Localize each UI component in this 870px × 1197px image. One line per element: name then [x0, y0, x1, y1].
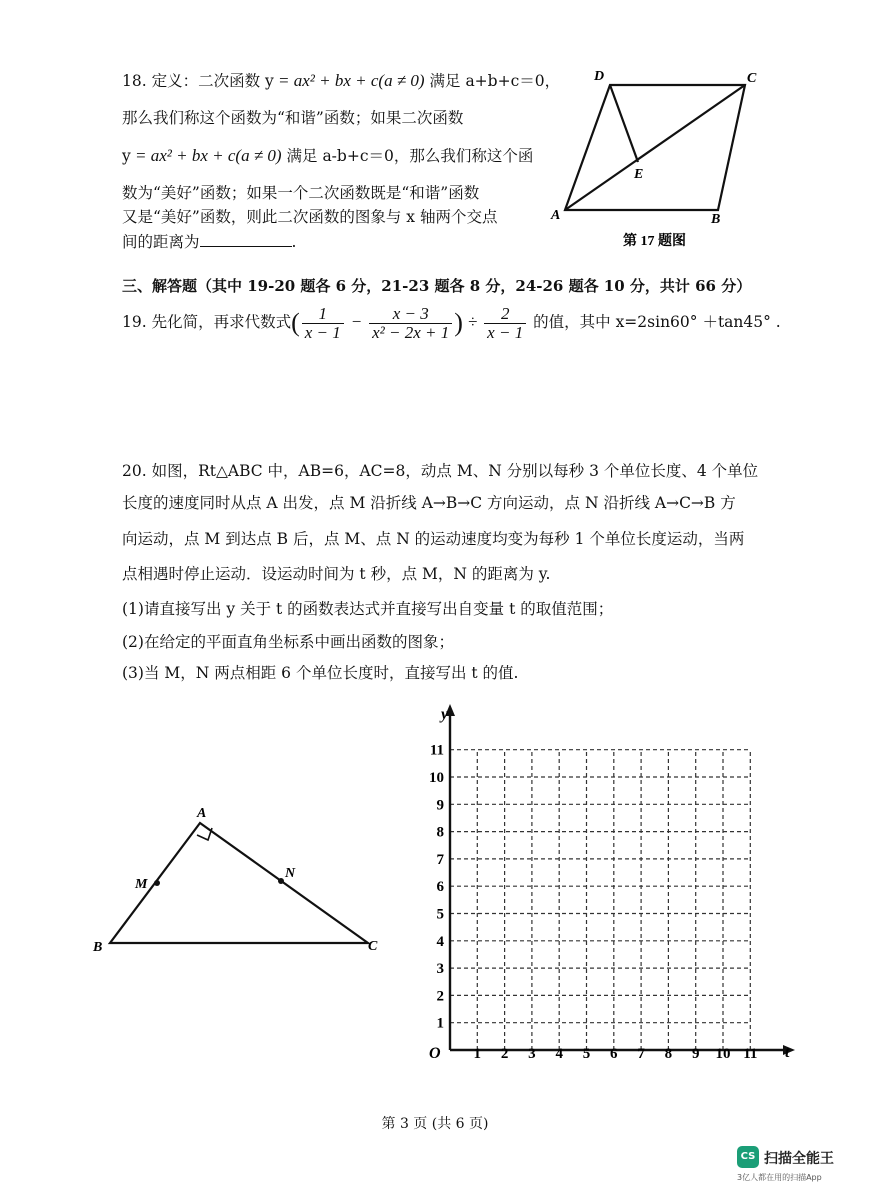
q20-line2: 长度的速度同时从点 A 出发，点 M 沿折线 A→B→C 方向运动，点 N 沿折线 A→C→B 方 [122, 494, 736, 512]
scanner-watermark [737, 1146, 857, 1186]
x-tick-label: 11 [743, 1046, 758, 1062]
x-tick-labels [474, 1046, 758, 1062]
x-tick-label: 4 [555, 1046, 563, 1062]
figure-17 [545, 60, 775, 255]
tri-label-n: N [285, 866, 296, 881]
y-tick-label: 10 [429, 770, 444, 786]
x-tick-label: 5 [582, 1046, 591, 1062]
tri-label-a: A [197, 806, 207, 821]
y-tick-label: 3 [436, 961, 444, 978]
q20-line3: 向运动，点 M 到达点 B 后，点 M、点 N 的运动速度均变为每秒 1 个单位长度运动，当两 [122, 530, 745, 548]
q18-line2: 那么我们称这个函数为“和谐”函数；如果二次函数 [122, 109, 464, 127]
x-tick-label: 8 [664, 1046, 673, 1062]
y-tick-label: 7 [436, 851, 444, 868]
y-tick-label: 4 [436, 933, 444, 950]
y-axis-label: y [441, 706, 449, 723]
q20-line1: 20. 如图，Rt△ABC 中，AB=6，AC=8，动点 M、N 分别以每秒 3 个单位长度、4 个单位 [122, 462, 759, 480]
tri-label-b: B [93, 940, 103, 955]
q18-line6: 间的距离为 . [122, 230, 296, 253]
camscanner-logo-icon: CS [737, 1146, 759, 1168]
fig17-label-b: B [711, 212, 721, 227]
q18-formula-1: = ax² + bx + c(a ≠ 0) [273, 71, 425, 90]
page-footer: 第 3 页 (共 6 页) [381, 1116, 489, 1132]
q20-part3: (3)当 M，N 两点相距 6 个单位长度时，直接写出 t 的值. [122, 664, 519, 682]
tri-label-m: M [135, 877, 148, 892]
q20-line4: 点相遇时停止运动．设运动时间为 t 秒，点 M，N 的距离为 y. [122, 565, 551, 583]
y-tick-label: 2 [436, 988, 444, 1005]
fig17-label-e: E [634, 167, 644, 182]
y-tick-label: 5 [436, 906, 444, 923]
answer-blank [200, 230, 292, 247]
y-tick-label: 1 [436, 1015, 444, 1032]
section-3-heading: 三、解答题（其中 19-20 题各 6 分，21-23 题各 8 分，24-26 题各 10 分，共计 66 分） [122, 277, 752, 295]
q20-part2: (2)在给定的平面直角坐标系中画出函数的图象； [122, 633, 454, 651]
point-n [278, 878, 284, 884]
x-tick-label: 7 [637, 1046, 645, 1062]
diagonal-ac [565, 85, 745, 210]
origin-label: O [429, 1045, 441, 1062]
x-tick-label: 2 [500, 1046, 509, 1062]
q19-fraction-2: $\frac{x - 3}{\text{x² − 2x + 1}}$ [369, 305, 452, 342]
x-tick-label: 9 [691, 1046, 700, 1062]
x-tick-label: 3 [528, 1046, 536, 1062]
grid-lines [450, 750, 750, 1050]
y-tick-label: 9 [436, 797, 444, 814]
y-tick-label: 8 [436, 824, 444, 841]
tri-label-c: C [368, 939, 378, 954]
segment-de [610, 85, 638, 162]
q18-line1: 18. 定义：二次函数 y = ax² + bx + c(a ≠ 0) 满足 a+b+c＝0， [122, 71, 561, 90]
fig17-caption: 第 17 题图 [623, 234, 686, 249]
y-tick-labels [429, 743, 445, 1032]
point-m [154, 880, 160, 886]
x-tick-label: 6 [610, 1046, 618, 1062]
fig17-label-d: D [594, 69, 605, 84]
q18-line3: y = ax² + bx + c(a ≠ 0) 满足 a-b+c＝0，那么我们称这个函 [122, 146, 534, 165]
t-axis-label: t [785, 1044, 790, 1061]
triangle-abc-figure [85, 795, 395, 965]
q18-line5: 又是“美好”函数，则此二次函数的图象与 x 轴两个交点 [122, 208, 498, 226]
q19: 19. 先化简，再求代数式( $\frac{1}{x - 1}$ − $\frac{x - 3}{\text{x² − 2x + 1}}$ ) ÷ $\frac{2}{x - 1}$ 的值，其中 x=2sin60° ＋tan45° . [122, 303, 781, 342]
coordinate-grid [415, 700, 810, 1072]
q19-fraction-3: $\frac{2}{x - 1}$ [484, 305, 526, 342]
q20-part1: (1)请直接写出 y 关于 t 的函数表达式并直接写出自变量 t 的取值范围； [122, 600, 614, 618]
fig17-label-c: C [747, 71, 757, 86]
watermark-name: 扫描全能王 [764, 1151, 834, 1167]
x-tick-label: 10 [715, 1046, 731, 1062]
q18-formula-2: = ax² + bx + c(a ≠ 0) [130, 146, 282, 165]
x-tick-label: 1 [473, 1046, 482, 1062]
triangle-abc [110, 823, 368, 943]
watermark-tagline: 3亿人都在用的扫描App [737, 1173, 822, 1182]
fig17-label-a: A [551, 208, 561, 223]
y-tick-label: 11 [429, 742, 444, 759]
y-tick-label: 6 [436, 879, 444, 896]
q19-fraction-1: $\frac{1}{x - 1}$ [302, 305, 344, 342]
q18-line4: 数为“美好”函数；如果一个二次函数既是“和谐”函数 [122, 184, 480, 202]
